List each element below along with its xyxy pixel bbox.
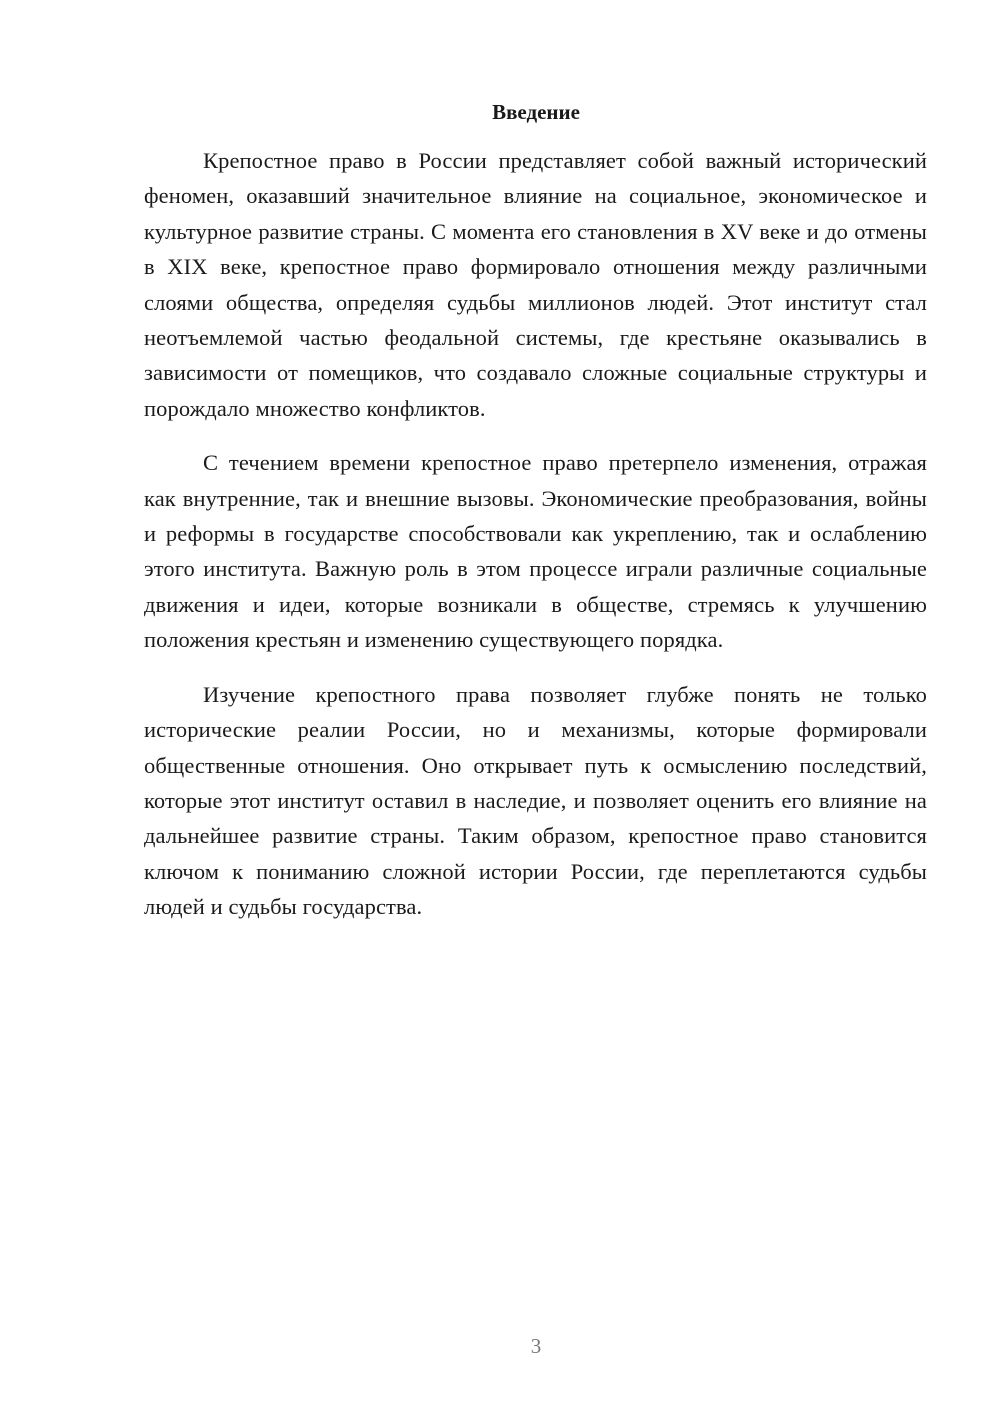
paragraph-3: Изучение крепостного права позволяет глубже понять не только исторические реалии России, но и механизмы, которые формировали общественные отношения. Оно открывает путь к осмыслению последствий, которые этот институт оставил в наследие, и позволяет оценить его влияние на дальнейшее развитие страны. Таким образом, крепостное право становится ключом к пониманию сложной истории России, где переплетаются судьбы людей и судьбы государства.: [144, 681, 927, 920]
page-number: 3: [530, 1334, 542, 1358]
paragraph-2: С течением времени крепостное право претерпело изменения, отражая как внутренние, так и внешние вызовы. Экономические преобразования, войны и реформы в государстве способствовали как укреплению, так и ослаблению этого института. Важную роль в этом процессе играли различные социальные движения и идеи, которые возникали в обществе, стремясь к улучшению положения крестьян и изменению существующего порядка.: [144, 450, 927, 653]
paragraph-1: Крепостное право в России представляет собой важный исторический феномен, оказавший значительное влияние на социальное, экономическое и культурное развитие страны. С момента его становления в XV веке и до отмены в XIX веке, крепостное право формировало отношения между различными слоями общества, определяя судьбы миллионов людей. Этот институт стал неотъемлемой частью феодальной системы, где крестьяне оказывались в зависимости от помещиков, что создавало сложные социальные структуры и порождало множество конфликтов.: [144, 148, 927, 421]
section-heading: Введение: [492, 100, 580, 124]
body-text: [144, 143, 927, 925]
